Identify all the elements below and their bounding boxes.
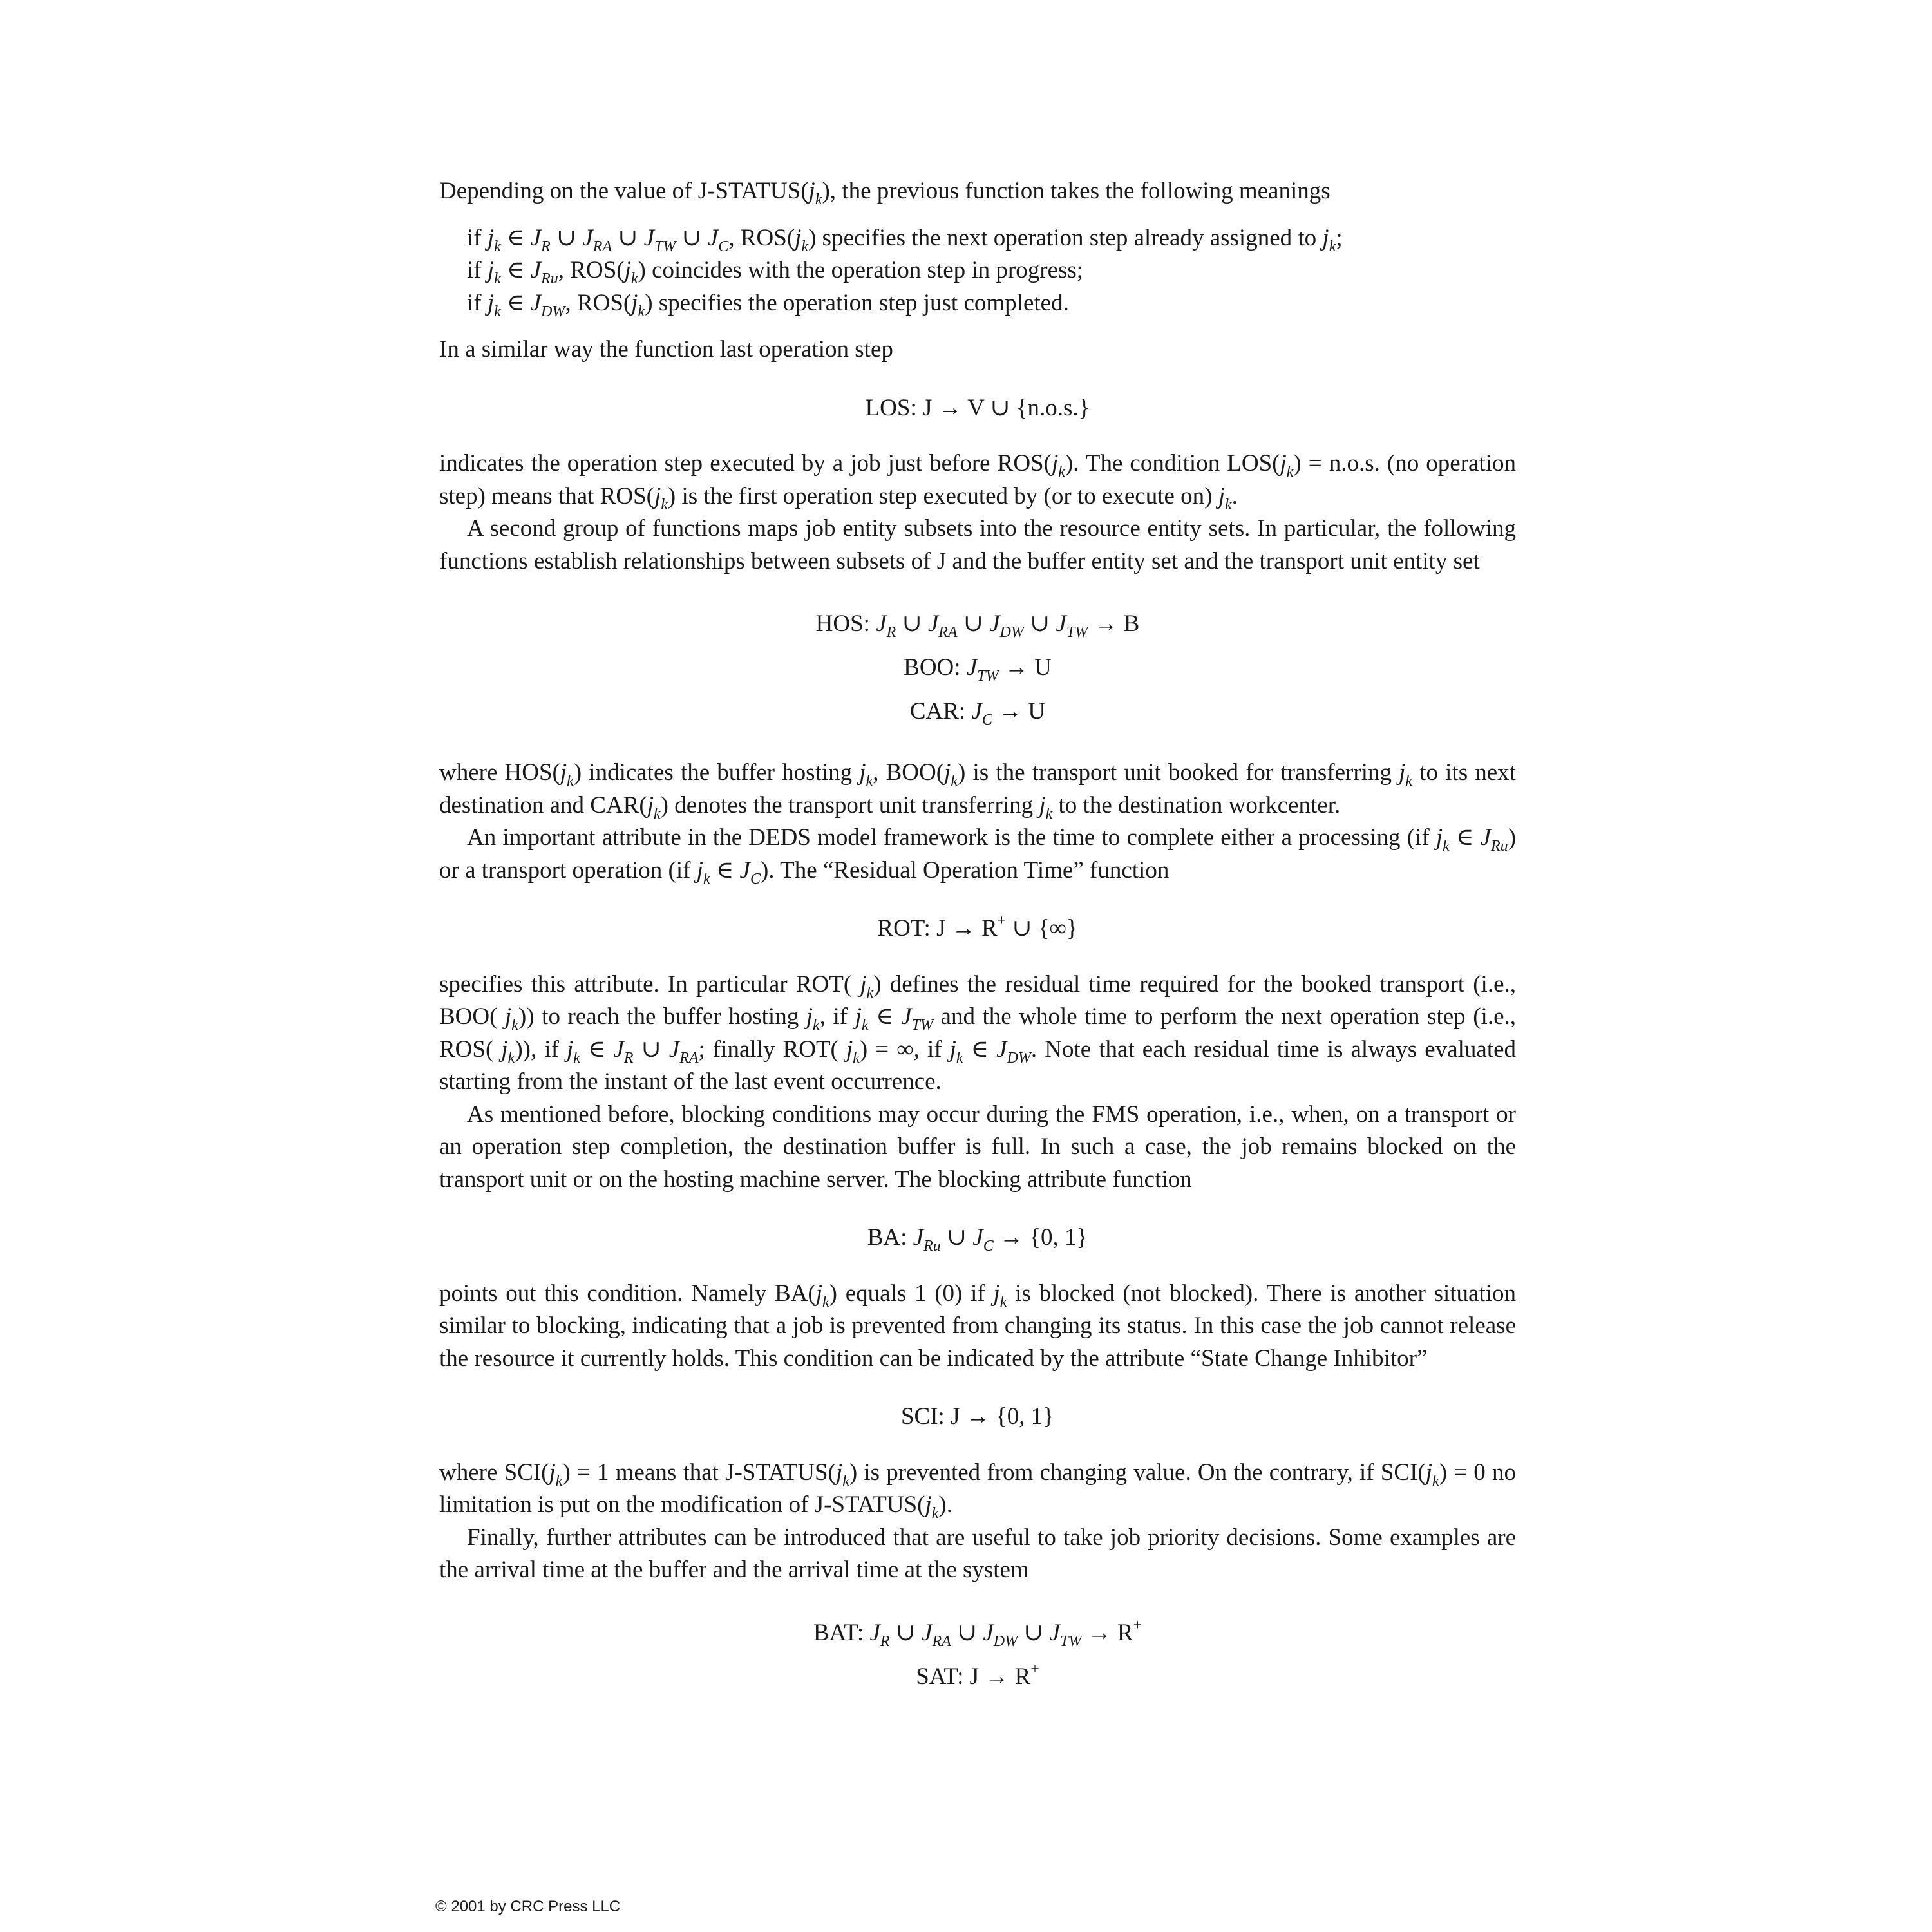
los-description-paragraph: indicates the operation step executed by a job just before $ROS(j_k)$. The condition $LOS(j_k) = n.o.s$. (no operation step) means that $ROS(j_k)$ is the first operation step executed by (or to execute on) $j_k$. xyxy=(439,450,1516,513)
list-item: if $j_k$ ∈ $J_{Ru}$, $ROS(j_k)$ coincides with the operation step in progress; xyxy=(467,257,1084,287)
attribute-paragraph: An important attribute in the DEDS model framework is the time to complete either a processing (if $j_k$ ∈ $J_{Ru}$) or a transport operation (if $j_k$ ∈ $J_C$). The “Residual Operation Time” function xyxy=(439,824,1517,887)
equation-group-resource xyxy=(439,607,1516,728)
equation-sat: SAT: J → R+ xyxy=(916,1660,1039,1690)
final-paragraph: Finally, further attributes can be introduced that are useful to take job priority decisions. Some examples are the arrival time at the buffer and the arrival time at the system xyxy=(439,1524,1516,1583)
document-page xyxy=(439,175,1516,1722)
equation-car: CAR: $J_C \to U$ xyxy=(909,698,1046,728)
list-item: if $j_k$ ∈ $J_{DW}$, $ROS(j_k)$ specifies the operation step just completed. xyxy=(467,289,1069,320)
sci-description-paragraph: where $SCI(j_k) = 1$ means that $J-STATUS(j_k)$ is prevented from changing value. On the contrary, if $SCI(j_k) = 0$ no limitation is put on the modification of $J-STATUS(j_k)$. xyxy=(439,1459,1516,1522)
equation-rot: ROT: J → R+ ∪ {∞} xyxy=(877,913,1078,942)
equation-group-arrival xyxy=(439,1616,1516,1694)
equation-sci: SCI: J → {0, 1} xyxy=(900,1403,1055,1430)
equation-los: LOS: J → V ∪ {n.o.s.} xyxy=(865,394,1090,421)
equation-boo: BOO: $J_{TW} \to U$ xyxy=(904,654,1052,685)
equation-ba: BA: $J_{Ru}$ ∪ $J_C \to \{0$, 1} xyxy=(867,1224,1088,1255)
ba-description-paragraph: points out this condition. Namely $BA(j_k)$ equals 1 (0) if $j_k$ is blocked (not blocked). There is another situation similar to blocking, indicating that a job is prevented from changing its status. In this case the job cannot release the resource it currently holds. This condition can be indicated by the attribute “State Change Inhibitor” xyxy=(439,1280,1517,1372)
equation-bat: BAT: $J_R$ ∪ $J_{RA}$ ∪ $J_{DW}$ ∪ $J_{TW} \to R^+$ xyxy=(813,1616,1142,1650)
equation-hos: HOS: $J_R$ ∪ $J_{RA}$ ∪ $J_{DW}$ ∪ $J_{TW} \to B$ xyxy=(815,611,1140,641)
hos-description-paragraph: where $HOS(j_k)$ indicates the buffer hosting $j_k$, $BOO(j_k)$ is the transport unit booked for transferring $j_k$ to its next destination and $CAR(j_k)$ denotes the transport unit transferring $j_k$ to the destination workcenter. xyxy=(439,759,1516,822)
list-item: if $j_k$ ∈ $J_R$ ∪ $J_{RA}$ ∪ $J_{TW}$ ∪ $J_C$, $ROS(j_k)$ specifies the next operation step already assigned to $j_k$; xyxy=(467,224,1343,255)
intro-paragraph: Depending on the value of $J-STATUS(j_k)$, the previous function takes the following meanings xyxy=(439,178,1331,208)
status-cases-list xyxy=(467,222,1516,320)
copyright-footer: © 2001 by CRC Press LLC xyxy=(435,1898,621,1915)
blocking-paragraph: As mentioned before, blocking conditions may occur during the FMS operation, i.e., when, on a transport or an operation step completion, the destination buffer is full. In such a case, the job remains blocked on the transport unit or on the hosting machine server. The blocking attribute function xyxy=(439,1101,1516,1193)
second-group-paragraph: A second group of functions maps job entity subsets into the resource entity sets. In particular, the following functions establish relationships between subsets of J and the buffer entity set and the transport unit entity set xyxy=(439,515,1516,574)
los-intro-paragraph: In a similar way the function last operation step xyxy=(439,336,893,363)
rot-description-paragraph: specifies this attribute. In particular ROT( $j_k$) defines the residual time required for the booked transport (i.e., BOO( $j_k$)) to reach the buffer hosting $j_k$, if $j_k$ ∈ $J_{TW}$ and the whole time to perform the next operation step (i.e., ROS( $j_k$)), if $j_k$ ∈ $J_R$ ∪ $J_{RA}$; finally ROT( $j_k$) = ∞, if $j_k$ ∈ $J_{DW}$. Note that each residual time is always evaluated starting from the instant of the last event occurrence. xyxy=(439,971,1517,1095)
